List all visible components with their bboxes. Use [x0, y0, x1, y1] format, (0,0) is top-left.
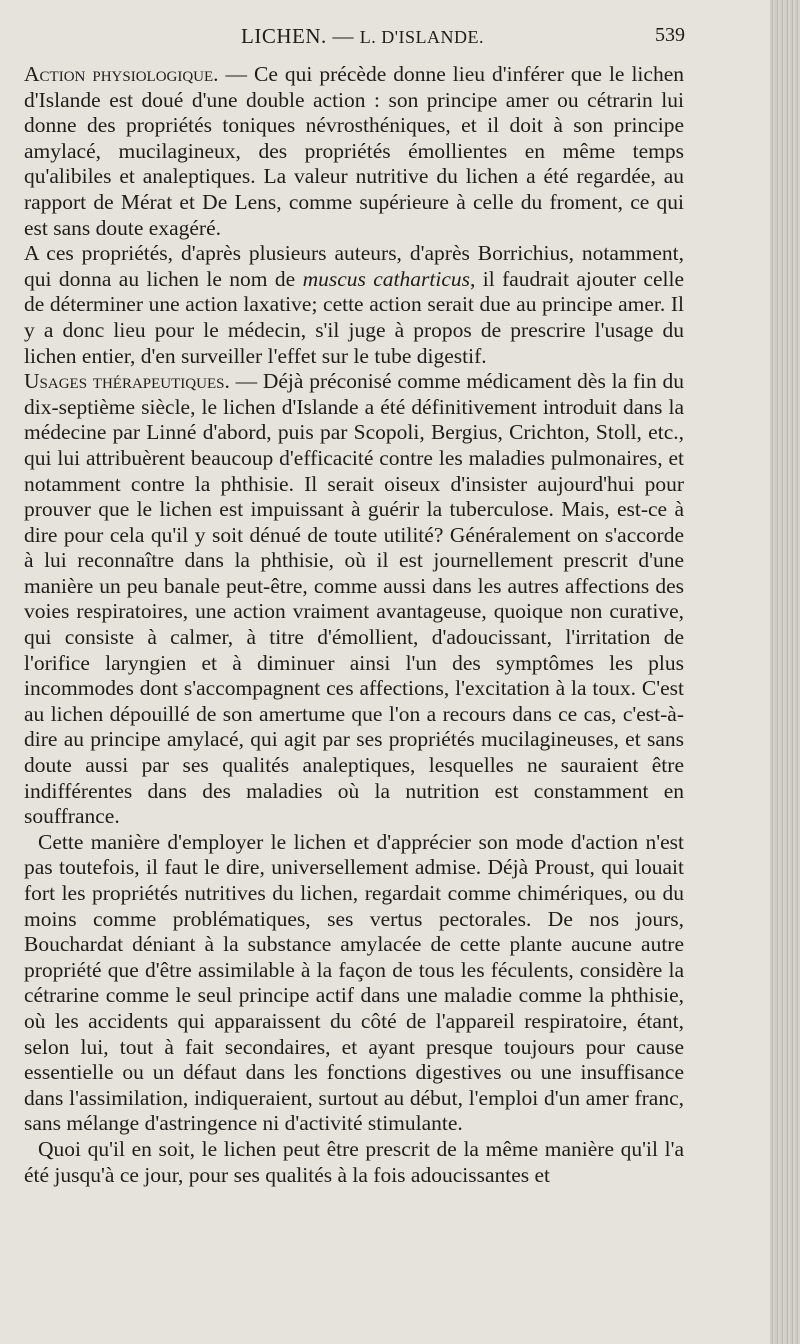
- section-heading: Usages thérapeutiques.: [24, 369, 230, 394]
- paragraph-text: — Ce qui précède donne lieu d'inférer que le lichen d'Islande est doué d'une double action : son principe amer ou cétrarin lui donne des propriétés toniques névrosthéniques, et il doit à son principe amylacé, mucilagineux, des propriétés émollientes en même temps qu'alibiles et analeptiques. La valeur nutritive du lichen a été regardée, au rapport de Mérat et De Lens, comme supérieure à celle du froment, ce qui est sans doute exagéré.: [24, 62, 684, 240]
- page-number: 539: [655, 24, 685, 46]
- running-title: [40, 24, 685, 49]
- paragraph-text-after: , il faudrait ajouter celle de déterminer une action laxative; cette action serait due au principe amer. Il y a donc lieu pour le médecin, s'il juge à propos de prescrire l'usage du lichen entier, d'en surveiller l'effet sur le tube digestif.: [24, 266, 684, 368]
- header-title: LICHEN.: [241, 24, 327, 48]
- paragraph-quoi-quil: [24, 1137, 684, 1188]
- paragraph-laxative: [24, 241, 684, 369]
- running-header: [40, 24, 685, 54]
- italic-term: muscus catharticus: [302, 266, 471, 291]
- paragraph-text: Quoi qu'il en soit, le lichen peut être prescrit de la même manière qu'il l'a été jusqu'à ce jour, pour ses qualités à la fois adoucissantes et: [24, 1136, 684, 1187]
- header-subtitle: L. D'ISLANDE.: [359, 27, 484, 47]
- section-heading: Action physiologique.: [24, 62, 219, 86]
- paragraph-text: Cette manière d'employer le lichen et d'apprécier son mode d'action n'est pas toutefois, il faut le dire, universellement admise. Déjà Proust, qui louait fort les propriétés nutritives du lichen, regardait comme chimériques, ou du moins comme problématiques, ses vertus pectorales. De nos jours, Bouchardat déniant à la substance amylacée de cette plante aucune autre propriété que d'être assimilable à la façon de tous les féculents, considère la cétrarine comme le seul principe actif dans une maladie comme la phthisie, où les accidents qui apparaissent du côté de l'appareil respiratoire, étant, selon lui, tout à fait secondaires, et ayant presque toujours pour cause essentielle ou un défaut dans les fonctions digestives ou une insuffisance dans l'assimilation, indiqueraient, surtout au début, l'emploi d'un amer franc, sans mélange d'astringence ni d'activité stimulante.: [24, 829, 684, 1136]
- paragraph-text: — Déjà préconisé comme médicament dès la fin du dix-septième siècle, le lichen d'Islande a été définitivement introduit dans la médecine par Linné d'abord, puis par Scopoli, Bergius, Crichton, Stoll, etc., qui lui attribuèrent beaucoup d'efficacité contre les maladies pulmonaires, et notamment contre la phthisie. Il serait oiseux d'insister aujourd'hui pour prouver que le lichen est impuissant à guérir la tuberculose. Mais, est-ce à dire pour cela qu'il y soit dénué de toute utilité? Généralement on s'accorde à lui reconnaître dans la phthisie, où il est journellement prescrit d'une manière un peu banale peut-être, comme aussi dans les autres affections des voies respiratoires, une action vraiment avantageuse, quoique non curative, qui consiste à calmer, à titre d'émollient, d'adoucissant, l'irritation de l'orifice laryngien et à diminuer ainsi l'un des symptômes les plus incommodes dont s'accompagnent ces affections, l'excitation à la toux. C'est au lichen dépouillé de son amertume que l'on a recours dans ce cas, c'est-à-dire au principe amylacé, qui agit par ses propriétés mucilagineuses, et sans doute aussi par ses qualités analeptiques, lesquelles ne sauraient être indifférentes dans des maladies où la nutrition est constamment en souffrance.: [24, 369, 685, 829]
- page-body: [24, 62, 684, 1188]
- paragraph-action-physiologique: [24, 62, 684, 241]
- book-edge: [770, 0, 800, 1344]
- paragraph-text-before: A ces propriétés, d'après plusieurs auteurs, d'après Borrichius, notamment, qui donna au lichen le nom de: [24, 241, 684, 291]
- header-dash: —: [326, 24, 360, 48]
- paragraph-maniere: [24, 830, 684, 1137]
- paragraph-usages-therapeutiques: [24, 369, 684, 830]
